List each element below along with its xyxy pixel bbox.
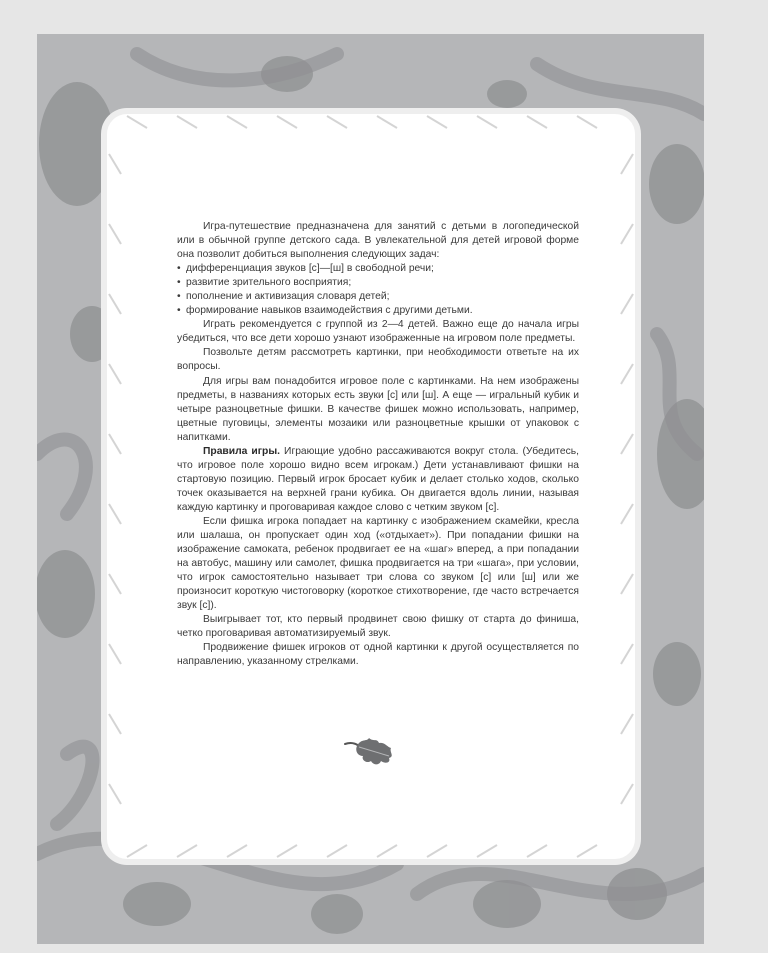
oak-leaf-icon — [343, 734, 397, 768]
rules-text: Играющие удобно рассаживаются вокруг стола. (Убедитесь, что игровое поле хорошо видно всем игрокам.) Дети устанавливают фишки на стартовую позицию. Первый игрок бросает кубик и делает столько ходов, сколько точек оказывается на верхней грани кубика. Он двигается вдоль линии, называя каждую картинку и проговаривая каждое слово с четким звуком [с]. — [177, 445, 579, 513]
book-page — [37, 34, 704, 944]
task-text: развитие зрительного восприятия; — [186, 277, 352, 289]
bullet-dot-icon: • — [177, 277, 181, 289]
bullet-dot-icon: • — [177, 305, 181, 317]
chip-movement-paragraph: Если фишка игрока попадает на картинку с изображением скамейки, кресла или шалаша, он пропускает один ход («отдыхает»). При попадании фишки на изображение самоката, ребенок продвигает ее на «шаг» вперед, а при попадании на автобус, машину или самолет, фишка продвигается на три «шага», при условии, что игрок самостоятельно называет три слова со звуком [с] или [ш] или же произносит короткую чистоговорку (короткое стихотворение, где часто встречается звук [с]). — [177, 515, 579, 612]
bullet-dot-icon: • — [177, 263, 181, 275]
rules-paragraph — [177, 445, 579, 515]
materials-paragraph: Для игры вам понадобится игровое поле с картинками. На нем изображены предметы, в названиях которых есть звуки [с] или [ш]. А еще — игральный кубик и четыре разноцветные фишки. В качестве фишек можно использовать, например, цветные пуговицы, элементы мозаики или разноцветные крышки от упаковок с напитками. — [177, 375, 579, 443]
instructions-text — [177, 220, 579, 670]
list-item — [177, 290, 579, 304]
look-at-pictures-paragraph: Позвольте детям рассмотреть картинки, при необходимости ответьте на их вопросы. — [177, 347, 579, 373]
list-item — [177, 304, 579, 318]
arrows-paragraph: Продвижение фишек игроков от одной картинки к другой осуществляется по направлению, указанному стрелками. — [177, 642, 579, 668]
bullet-dot-icon: • — [177, 291, 181, 303]
list-item — [177, 276, 579, 290]
task-text: пополнение и активизация словаря детей; — [186, 291, 390, 303]
list-item — [177, 262, 579, 276]
task-text: формирование навыков взаимодействия с другими детьми. — [186, 305, 473, 317]
intro-paragraph: Игра-путешествие предназначена для занятий с детьми в логопедической или в обычной группе детского сада. В увлекательной для детей игровой форме она позволит добиться выполнения следующих задач: — [177, 221, 579, 261]
content-frame — [107, 114, 635, 859]
task-text: дифференциация звуков [с]—[ш] в свободной речи; — [186, 263, 434, 275]
group-size-paragraph: Играть рекомендуется с группой из 2—4 детей. Важно еще до начала игры убедиться, что все дети хорошо узнают изображенные на игровом поле предметы. — [177, 319, 579, 345]
task-list — [177, 262, 579, 318]
winner-paragraph: Выигрывает тот, кто первый продвинет свою фишку от старта до финиша, четко проговаривая автоматизируемый звук. — [177, 614, 579, 640]
rules-heading: Правила игры. — [203, 445, 280, 457]
